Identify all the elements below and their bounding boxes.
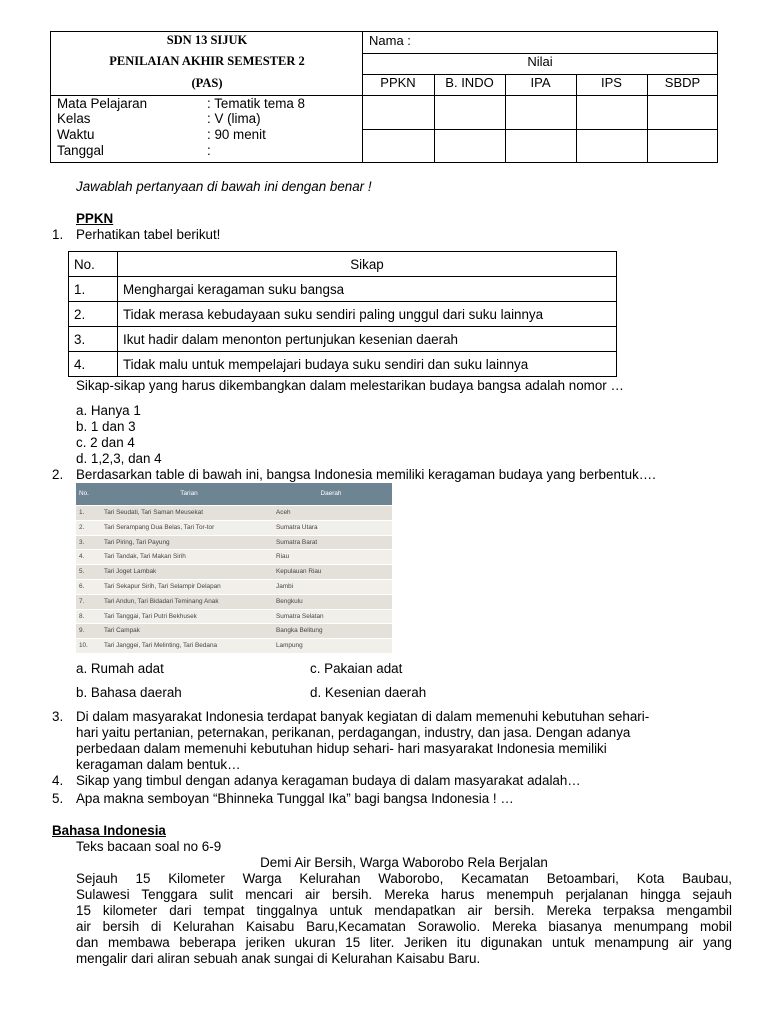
tarian-row	[76, 579, 392, 594]
story-line-2: Sulawesi Tenggara sulit mencari air bersih. Mereka harus menempuh perjalanan hingga sejauh	[76, 887, 732, 902]
tarian-row-no: 8.	[79, 612, 85, 620]
q1-option-d: d. 1,2,3, dan 4	[76, 451, 162, 466]
info-tanggal: Tanggal :	[57, 143, 211, 158]
tarian-row-daerah: Bengkulu	[276, 597, 303, 605]
q2-option-c: c. Pakaian adat	[310, 661, 403, 676]
q2-option-a: a. Rumah adat	[76, 661, 164, 676]
row-sikap: Tidak malu untuk mempelajari budaya suku sendiri dan suku lainnya	[118, 352, 617, 377]
q3-line-3: perbedaan dalam memenuhi kebutuhan hidup sehari- hari masyarakat Indonesia memiliki	[76, 741, 607, 756]
info-kelas: Kelas : V (lima)	[57, 111, 261, 126]
info-waktu: Waktu : 90 menit	[57, 127, 266, 142]
row-sikap: Ikut hadir dalam menonton pertunjukan kesenian daerah	[118, 327, 617, 352]
tarian-row-name: Tari Serampang Dua Belas, Tari Tor-tor	[104, 523, 215, 531]
tarian-row-name: Tari Tanggai, Tari Putri Bekhusek	[104, 612, 197, 620]
q1-question: Sikap-sikap yang harus dikembangkan dalam melestarikan budaya bangsa adalah nomor …	[76, 378, 624, 393]
q1-option-a: a. Hanya 1	[76, 403, 141, 418]
table-row	[69, 327, 617, 352]
table-header-row	[69, 252, 617, 277]
subject-sbdp: SBDP	[664, 75, 701, 90]
nama-label: Nama :	[369, 33, 411, 48]
tarian-row-name: Tari Janggei, Tari Melinting, Tari Bedana	[104, 642, 218, 650]
subject-ipa: IPA	[530, 75, 551, 90]
tarian-row-daerah: Bangka Belitung	[276, 627, 323, 635]
story-line-6: mengalir dari aliran sebuah anak sungai di Kelurahan Kaisabu Baru.	[76, 951, 481, 966]
tarian-row	[76, 638, 392, 653]
tarian-row-no: 2.	[79, 523, 85, 531]
tarian-row-no: 3.	[79, 538, 85, 546]
q4-number: 4.	[52, 773, 64, 788]
tarian-row-name: Tari Piring, Tari Payung	[104, 538, 170, 546]
q2-text: Berdasarkan table di bawah ini, bangsa Indonesia memiliki keragaman budaya yang berbentuk….	[76, 467, 656, 482]
q1-number: 1.	[52, 227, 64, 242]
tarian-row	[76, 564, 392, 579]
story-title: Demi Air Bersih, Warga Waborobo Rela Berjalan	[260, 855, 548, 870]
info-mapel: Mata Pelajaran : Tematik tema 8	[57, 96, 305, 111]
row-sikap: Menghargai keragaman suku bangsa	[118, 277, 617, 302]
tarian-row	[76, 520, 392, 535]
row-sikap: Tidak merasa kebudayaan suku sendiri paling unggul dari suku lainnya	[118, 302, 617, 327]
q1-text: Perhatikan tabel berikut!	[76, 227, 221, 242]
tarian-row	[76, 594, 392, 609]
header-table	[50, 31, 718, 163]
subject-ppkn: PPKN	[380, 75, 416, 90]
tarian-row-daerah: Sumatra Utara	[276, 523, 318, 531]
tarian-row-no: 4.	[79, 553, 85, 561]
tarian-row	[76, 535, 392, 550]
sikap-table	[68, 251, 617, 377]
q4-text: Sikap yang timbul dengan adanya keragaman budaya di dalam masyarakat adalah…	[76, 773, 581, 788]
q3-number: 3.	[52, 709, 64, 724]
tarian-header-no: No.	[79, 490, 89, 497]
story-line-5: dan membawa beberapa jeriken ukuran 15 liter. Jeriken itu digunakan untuk menampung air yang	[76, 935, 732, 950]
table-header-no: No.	[69, 252, 118, 277]
tarian-header-row	[76, 483, 392, 505]
subject-ips: IPS	[601, 75, 622, 90]
table-row	[69, 302, 617, 327]
tarian-row-no: 10.	[79, 642, 88, 650]
tarian-row-no: 1.	[79, 509, 85, 516]
tarian-row	[76, 505, 392, 520]
instruction: Jawablah pertanyaan di bawah ini dengan benar !	[76, 179, 372, 194]
tarian-row-daerah: Jambi	[276, 583, 294, 590]
story-line-4: air bersih di Kelurahan Kaisabu Baru,Kecamatan Sorawolio. Mereka biasanya menumpang mobil	[76, 919, 732, 934]
subject-bindo: B. INDO	[445, 75, 494, 90]
exam-abbr: (PAS)	[191, 76, 223, 90]
tarian-row-daerah: Aceh	[276, 509, 291, 516]
q5-number: 5.	[52, 791, 64, 806]
nilai-label: Nilai	[527, 54, 553, 69]
q2-option-b: b. Bahasa daerah	[76, 685, 182, 700]
tarian-row-no: 5.	[79, 568, 85, 576]
tarian-row-name: Tari Tandak, Tari Makan Sirih	[104, 553, 186, 561]
q5-text: Apa makna semboyan “Bhinneka Tunggal Ika” bagi bangsa Indonesia ! …	[76, 791, 514, 806]
tarian-row-name: Tari Andun, Tari Bidadari Teminang Anak	[104, 597, 219, 605]
tarian-row-name: Tari Joget Lambak	[104, 568, 157, 576]
tarian-row-no: 6.	[79, 583, 85, 590]
row-no: 4.	[69, 352, 118, 377]
q2-option-d: d. Kesenian daerah	[310, 685, 427, 700]
tarian-row-name: Tari Sekapur Sirih, Tari Selampir Delapan	[104, 583, 221, 590]
tarian-row	[76, 623, 392, 638]
tarian-row	[76, 549, 392, 564]
story-line-1: Sejauh 15 Kilometer Warga Kelurahan Waborobo, Kecamatan Betoambari, Kota Baubau,	[76, 871, 732, 886]
table-header-sikap: Sikap	[118, 252, 617, 277]
row-no: 2.	[69, 302, 118, 327]
q1-option-b: b. 1 dan 3	[76, 419, 136, 434]
tarian-row-no: 9.	[79, 627, 85, 635]
section-bindo-title: Bahasa Indonesia	[52, 823, 166, 838]
tarian-row-daerah: Sumatra Barat	[276, 538, 318, 546]
tarian-row-daerah: Lampung	[276, 642, 303, 650]
q3-line-4: keragaman dalam bentuk…	[76, 757, 241, 772]
row-no: 3.	[69, 327, 118, 352]
row-no: 1.	[69, 277, 118, 302]
tarian-header-daerah: Daerah	[320, 490, 342, 497]
q3-line-2: hari yaitu pertanian, peternakan, perikanan, perdagangan, industry, dan jasa. Dengan adanya	[76, 725, 631, 740]
tarian-row-daerah: Kepulauan Riau	[276, 568, 322, 576]
tarian-header-tarian: Tarian	[180, 490, 198, 497]
school-name: SDN 13 SIJUK	[166, 33, 248, 47]
exam-title: PENILAIAN AKHIR SEMESTER 2	[109, 54, 305, 68]
tarian-row-daerah: Riau	[276, 553, 290, 561]
tarian-table	[76, 483, 392, 653]
tarian-row-name: Tari Seudati, Tari Saman Meusekat	[104, 509, 203, 516]
tarian-row	[76, 609, 392, 624]
q3-line-1: Di dalam masyarakat Indonesia terdapat banyak kegiatan di dalam memenuhi kebutuhan sehari-	[76, 709, 650, 724]
tarian-row-name: Tari Campak	[104, 627, 140, 635]
section-ppkn-title: PPKN	[76, 211, 114, 226]
q2-number: 2.	[52, 467, 64, 482]
q1-option-c: c. 2 dan 4	[76, 435, 135, 450]
table-row	[69, 352, 617, 377]
bindo-intro: Teks bacaan soal no 6-9	[76, 839, 222, 854]
story-line-3: 15 kilometer dari tempat tinggalnya untuk mendapatkan air bersih. Mereka terpaksa mengambil	[76, 903, 732, 918]
tarian-row-daerah: Sumatra Selatan	[276, 612, 324, 620]
table-row	[69, 277, 617, 302]
tarian-row-no: 7.	[79, 597, 85, 605]
